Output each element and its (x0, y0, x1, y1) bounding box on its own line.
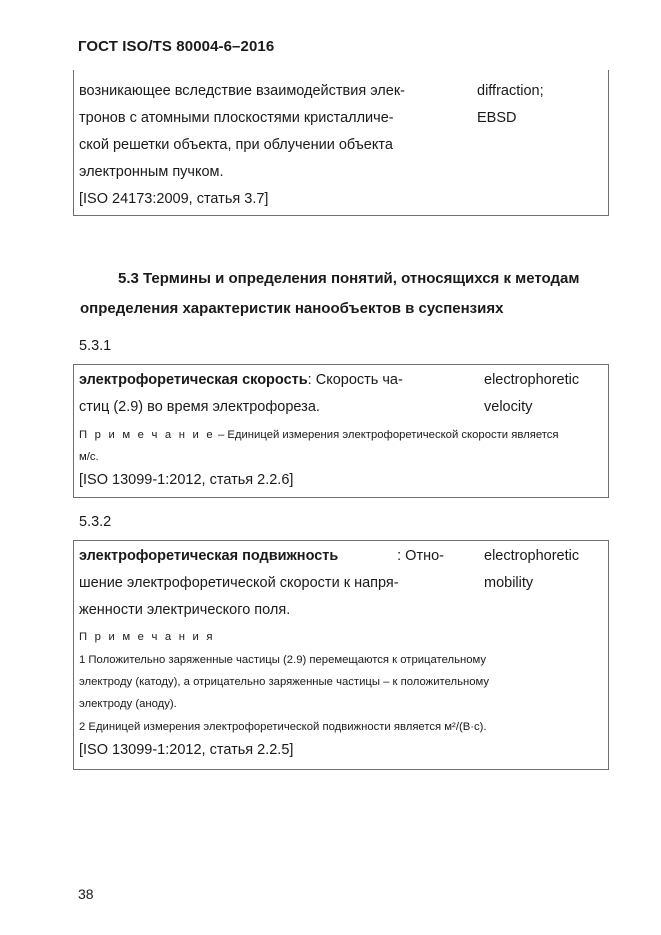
definition-line (79, 105, 444, 132)
note-text: – Единицей измерения электрофоретической скорости является (214, 429, 559, 441)
note-text: 2 Единицей измерения электрофоретической подвижности является м²/(В·с). (79, 721, 487, 733)
english-term-line: diffraction; (477, 83, 544, 99)
definition-line (79, 367, 444, 394)
note-text: м/с. (79, 451, 99, 463)
section-title-line-2: определения характеристик нанообъектов в суспензиях (80, 300, 504, 317)
definition-line (79, 543, 444, 570)
definition-text: тронов с атомными плоскостями кристалличе- (79, 110, 394, 126)
notes-label: П р и м е ч а н и я (79, 631, 215, 643)
definition-text: ской решетки объекта, при облучении объекта (79, 137, 393, 153)
source-reference: [ISO 13099-1:2012, статья 2.2.6] (79, 472, 294, 488)
term-name: электрофоретическая скорость (79, 372, 308, 388)
note (79, 424, 601, 446)
source-reference: [ISO 24173:2009, статья 3.7] (79, 191, 269, 207)
source-reference: [ISO 13099-1:2012, статья 2.2.5] (79, 742, 294, 758)
justified-line (79, 543, 444, 570)
definition-text: электронным пучком. (79, 164, 224, 180)
definition-line (79, 78, 444, 105)
term-name: электрофоретическая подвижность (79, 548, 339, 564)
note-text: электроду (аноду). (79, 698, 177, 710)
justified-line (79, 78, 444, 105)
definition-text: : Скорость ча- (307, 372, 403, 388)
definition-line: женности электрического поля. (79, 602, 291, 618)
term-entry-continued (73, 70, 609, 216)
definition-text: : Отно- (397, 548, 444, 564)
term-entry (73, 364, 609, 498)
document-header: ГОСТ ISO/TS 80004-6–2016 (78, 38, 275, 55)
page-number: 38 (78, 886, 94, 902)
definition-text: возникающее вследствие взаимодействия элек- (79, 83, 406, 99)
definition-line (79, 132, 444, 159)
english-term-line: electrophoretic (484, 372, 580, 388)
entry-number: 5.3.2 (79, 514, 112, 530)
note-text: электроду (катоду), а отрицательно заряженные частицы – к положительному (79, 676, 490, 688)
english-term-line: EBSD (477, 110, 517, 126)
english-term-line: mobility (484, 575, 534, 591)
english-term-line: electrophoretic (484, 548, 580, 564)
entry-number: 5.3.1 (79, 338, 112, 354)
definition-line (79, 159, 444, 186)
note-text: 1 Положительно заряженные частицы (2.9) перемещаются к отрицательному (79, 654, 487, 666)
definition-line: стиц (2.9) во время электрофореза. (79, 399, 320, 415)
term-entry (73, 540, 609, 770)
english-term-line: velocity (484, 399, 533, 415)
definition-line: шение электрофоретической скорости к напря- (79, 575, 399, 591)
note-label: П р и м е ч а н и е (79, 429, 215, 441)
section-title-line-1: 5.3 Термины и определения понятий, относящихся к методам (118, 270, 580, 287)
